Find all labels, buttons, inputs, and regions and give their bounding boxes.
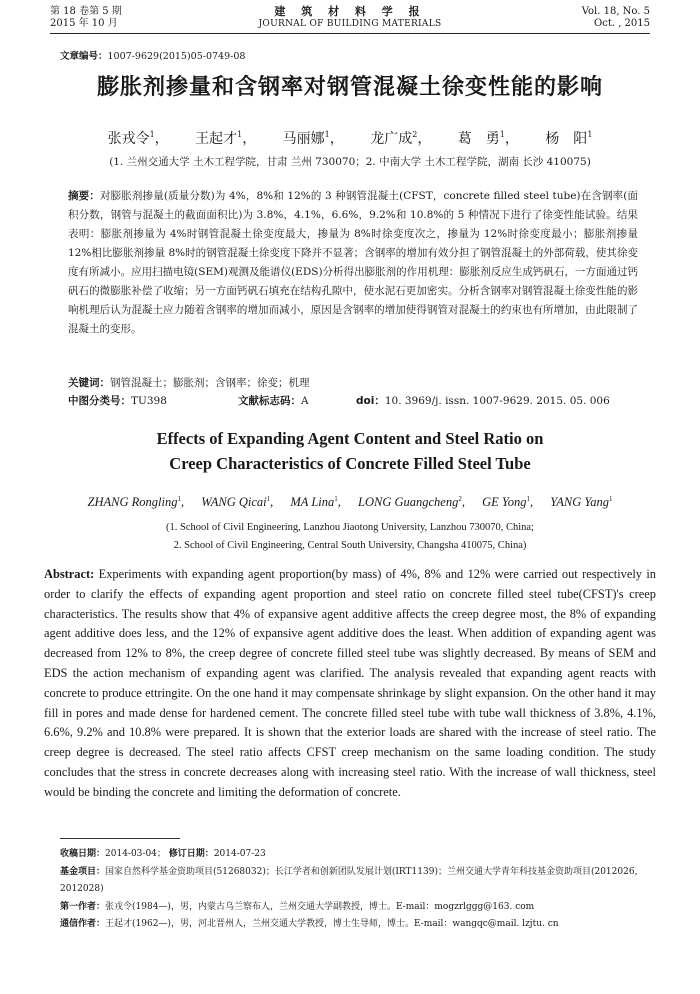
authors-cn <box>0 128 700 148</box>
author-cn: 马丽娜$^1$， <box>282 130 344 147</box>
header-volume-info <box>582 6 650 30</box>
keywords-text: 钢管混凝土；膨胀剂；含钢率；徐变；机理 <box>110 377 310 389</box>
footnote-rule <box>60 838 180 839</box>
header-volume-en: Vol. 18, No. 5 <box>581 6 650 17</box>
author-en: GE Yong$^1$, <box>482 495 534 509</box>
doi: doi：10. 3969/j. issn. 1007-9629. 2015. 05. 006 <box>356 395 610 407</box>
header-journal <box>50 6 650 30</box>
header-date-en: Oct. , 2015 <box>594 18 650 29</box>
affiliation-en-line: (1. School of Civil Engineering, Lanzhou Jiaotong University, Lanzhou 730070, China; <box>166 522 534 533</box>
author-cn: 杨 阳$^1$ <box>545 130 593 147</box>
abstract-en-label: Abstract: <box>44 567 95 581</box>
title-cn: 膨胀剂掺量和含钢率对钢管混凝土徐变性能的影响 <box>96 75 603 100</box>
affiliation-cn: (1. 兰州交通大学 土木工程学院，甘肃 兰州 730070；2. 中南大学 土木工程学院，湖南 长沙 410075) <box>109 156 591 168</box>
author-en: LONG Guangcheng$^2$, <box>358 495 465 509</box>
article-number-value: 1007-9629(2015)05-0749-08 <box>107 51 246 62</box>
footnotes <box>44 846 656 934</box>
journal-name-cn: 建 筑 材 料 学 报 <box>274 5 426 18</box>
footnote-corresponding-author: 通信作者：王起才(1962—)，男，河北晋州人，兰州交通大学教授，博士生导师，博士。E-mail：wangqc@mail. lzjtu. cn <box>60 919 559 929</box>
authors-en <box>0 495 700 510</box>
author-cn: 龙广成$^2$， <box>370 130 432 147</box>
header-rule <box>50 33 650 34</box>
title-en-line: Creep Characteristics of Concrete Filled Steel Tube <box>169 454 531 473</box>
footnote-dates: 收稿日期：2014-03-04； 修订日期：2014-07-23 <box>60 849 266 859</box>
header-date-cn: 2015 年 10 月 <box>50 18 118 29</box>
title-en-line: Effects of Expanding Agent Content and Steel Ratio on <box>156 429 544 448</box>
document-code: 文献标志码：A <box>238 395 309 407</box>
author-cn: 葛 勇$^1$， <box>457 130 519 147</box>
keywords-cn <box>68 375 638 390</box>
author-en: WANG Qicai$^1$, <box>201 495 274 509</box>
abstract-en <box>44 565 656 803</box>
abstract-cn <box>68 187 638 339</box>
article-number-label: 文章编号： <box>60 51 108 62</box>
abstract-cn-label: 摘要： <box>68 190 100 202</box>
abstract-en-text: Experiments with expanding agent proportion(by mass) of 4%, 8% and 12% were carried out respectively in order to clarify the effects of expanding agent proportion and steel ratio on concrete filled steel tube(CFST)'s creep characteristics. The results show that 4% of expansive agent additive affects the creep degree most, the 8% of expanding agent additive does less, and the 12% of expansive agent additive does the least. When addition of expanding agent was decreased from 12% to 8%, the creep degree of concrete filled steel tube was slightly decreased. By means of SEM and EDS the action mechanism of expanding agent was clarified. The analysis revealed that expanding agent reacts with concrete to produce ettringite. On the one hand it may compensate shrinkage by slight expansion. On the other hand it may fill in pores and made dense for hardened cement. The concrete filled steel tube with tube wall thickness of 3.8%, 4.1%, 6.6%, 9.2% and 10.8% were prepared. It is shown that the exterior loads are shared with the increase of steel ratio. The creep degree is decreased. The steel ratio affects CFST creep mechanism on the same loading condition. The study concludes that the stress in concrete decreases along with increasing steel ratio. With the increase of wall thickness, steel would be binding the concrete and limiting the deformation of concrete. <box>44 567 656 799</box>
title-en <box>0 426 700 476</box>
abstract-cn-text: 对膨胀剂掺量(质量分数)为 4%，8%和 12%的 3 种钢管混凝土(CFST，concrete filled steel tube)在含钢率(面积分数，钢管与混凝土的截面面积比)为 3.8%，4.1%，6.6%，9.2%和 10.8%的 5 种情况下进行了徐变性能试验。结果表明：膨胀剂掺量为 4%时钢管混凝土徐变度最大，掺量为 8%时徐变度次之，掺量为 12%时徐变度最小；膨胀剂掺量 12%相比膨胀剂掺量 8%时的钢管混凝土徐变度下降并不显著；含钢率的增加有效分担了钢管混凝土的外部荷载，使其徐变度有所减小。应用扫描电镜(SEM)观测及能谱仪(EDS)分析得出膨胀剂的作用机理：膨胀剂反应生成钙矾石，一方面通过钙矾石的微膨胀补偿了收缩；另一方面钙矾石填充在结构孔隙中，使水泥石更加密实。分析含钢率对钢管混凝土徐变性能的影响机理后认为混凝土应力随着含钢率的增加而减小，原因是含钢率的增加使得钢管对混凝土的约束也有所增加，由此限制了混凝土的变形。 <box>68 190 639 335</box>
footnote-first-author: 第一作者：张戎令(1984—)，男，内蒙古乌兰察布人，兰州交通大学副教授，博士。E-mail：mogzrlggg@163. com <box>60 901 535 912</box>
clc-number: 中图分类号：TU398 <box>68 395 167 407</box>
affiliation-en <box>0 519 700 555</box>
footnote-funding: 基金项目：国家自然科学基金资助项目(51268032)；长江学者和创新团队发展计划(IRT1139)；兰州交通大学青年科技基金资助项目(2012026，2012028) <box>60 866 644 894</box>
author-en: MA Lina$^1$, <box>290 495 341 509</box>
header-volume-cn: 第 18 卷第 5 期 <box>50 6 122 17</box>
article-number <box>60 48 245 62</box>
author-cn: 王起才$^1$， <box>195 130 257 147</box>
author-en: ZHANG Rongling$^1$, <box>87 495 185 509</box>
author-en: YANG Yang$^1$ <box>550 495 613 509</box>
affiliation-en-line: 2. School of Civil Engineering, Central South University, Changsha 410075, China) <box>173 540 527 551</box>
journal-name-en: JOURNAL OF BUILDING MATERIALS <box>258 19 442 29</box>
running-header <box>50 6 650 32</box>
author-cn: 张戎令$^1$， <box>107 130 169 147</box>
keywords-label: 关键词： <box>68 377 110 389</box>
